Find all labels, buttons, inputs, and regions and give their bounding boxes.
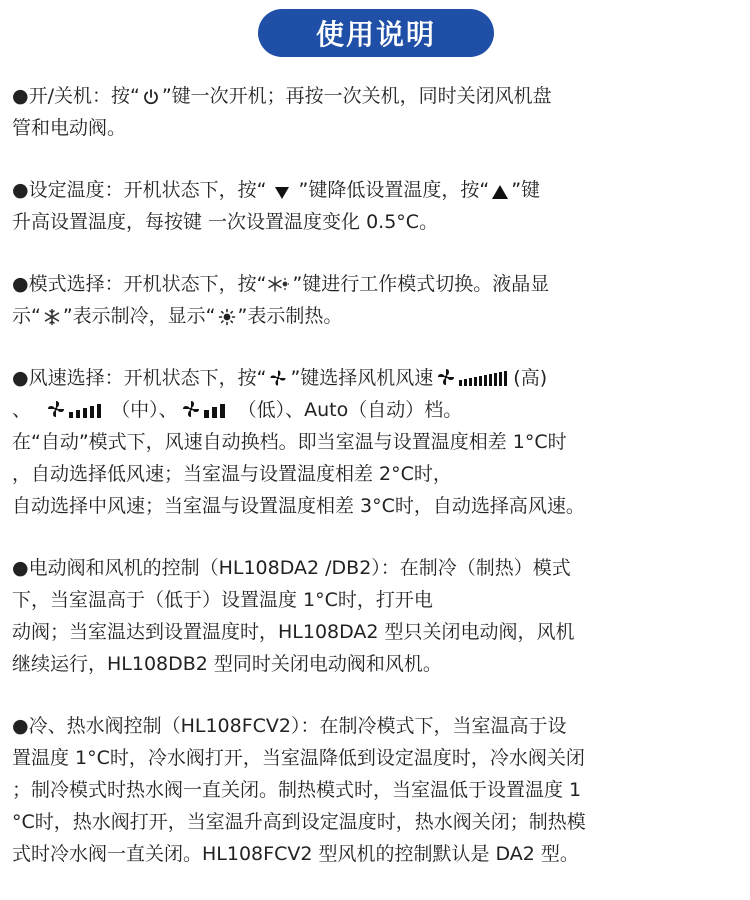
text-line <box>12 80 740 112</box>
text-line <box>12 174 740 206</box>
text-line: 置温度 1°C时，冷水阀打开，当室温降低到设定温度时，冷水阀关闭 <box>12 747 585 769</box>
text-line <box>12 362 740 394</box>
section-power <box>12 80 740 144</box>
text-run: 、 <box>12 399 32 421</box>
section-water-valve-control <box>12 710 740 870</box>
fan-icon <box>268 368 288 388</box>
section-mode <box>12 268 740 332</box>
text-run: 示“ <box>12 305 41 327</box>
text-run: ”键进行工作模式切换。液晶显 <box>292 273 550 295</box>
triangle-up-icon <box>491 184 509 200</box>
text-run: ”表示制热。 <box>237 305 343 327</box>
page-title: 使用说明 <box>315 18 436 51</box>
text-run: （低）、Auto（自动）档。 <box>237 399 463 421</box>
power-icon <box>142 88 160 106</box>
fan-speed-low-icon <box>180 398 236 420</box>
instructions-body <box>12 80 740 900</box>
text-line: 升高设置温度，每按键 一次设置温度变化 0.5°C。 <box>12 211 439 233</box>
text-run: (高) <box>513 367 548 389</box>
fan-speed-mid-icon <box>45 398 109 420</box>
text-line: 动阀；当室温达到设置温度时，HL108DA2 型只关闭电动阀，风机 <box>12 621 575 643</box>
text-run: ”表示制冷，显示“ <box>62 305 216 327</box>
fan-speed-high-icon <box>435 366 511 388</box>
text-run: ”键降低设置温度，按“ <box>292 179 490 201</box>
text-run: （中）、 <box>111 399 178 421</box>
text-line: ●冷、热水阀控制（HL108FCV2）：在制冷模式下，当室温高于设 <box>12 715 567 737</box>
text-run: ●模式选择：开机状态下，按“ <box>12 273 267 295</box>
text-line: ，自动选择低风速；当室温与设置温度相差 2°C时， <box>12 463 452 485</box>
text-run: ”键选择风机风速 <box>290 367 434 389</box>
text-line <box>12 300 740 332</box>
text-line: 式时冷水阀一直关闭。HL108FCV2 型风机的控制默认是 DA2 型。 <box>12 843 579 865</box>
snowflake-sun-mode-icon <box>268 274 290 294</box>
text-line: °C时，热水阀打开，当室温升高到设定温度时，热水阀关闭；制热模 <box>12 811 586 833</box>
text-line: 下，当室温高于（低于）设置温度 1°C时，打开电 <box>12 589 433 611</box>
title-banner <box>258 9 494 57</box>
sun-icon <box>218 308 236 326</box>
text-line: 管和电动阀。 <box>12 117 127 139</box>
section-valve-fan-control <box>12 552 740 680</box>
text-run: ●设定温度：开机状态下，按“ <box>12 179 273 201</box>
text-line <box>12 268 740 300</box>
text-line: 在“自动”模式下，风速自动换档。即当室温与设置温度相差 1°C时 <box>12 431 567 453</box>
text-run: ”键 <box>511 179 541 201</box>
text-run: ●风速选择：开机状态下，按“ <box>12 367 267 389</box>
text-line: 自动选择中风速；当室温与设置温度相差 3°C时，自动选择高风速。 <box>12 495 585 517</box>
text-line: ●电动阀和风机的控制（HL108DA2 /DB2）：在制冷（制热）模式 <box>12 557 571 579</box>
text-line: ；制冷模式时热水阀一直关闭。制热模式时，当室温低于设置温度 1 <box>12 779 582 801</box>
snowflake-icon <box>43 308 61 326</box>
triangle-down-icon <box>274 186 290 200</box>
text-run: ”键一次开机；再按一次关机，同时关闭风机盘 <box>161 85 552 107</box>
text-run: ●开/关机：按“ <box>12 85 140 107</box>
section-temperature <box>12 174 740 238</box>
text-line <box>12 394 740 426</box>
text-line: 继续运行，HL108DB2 型同时关闭电动阀和风机。 <box>12 653 442 675</box>
section-fan-speed <box>12 362 740 522</box>
